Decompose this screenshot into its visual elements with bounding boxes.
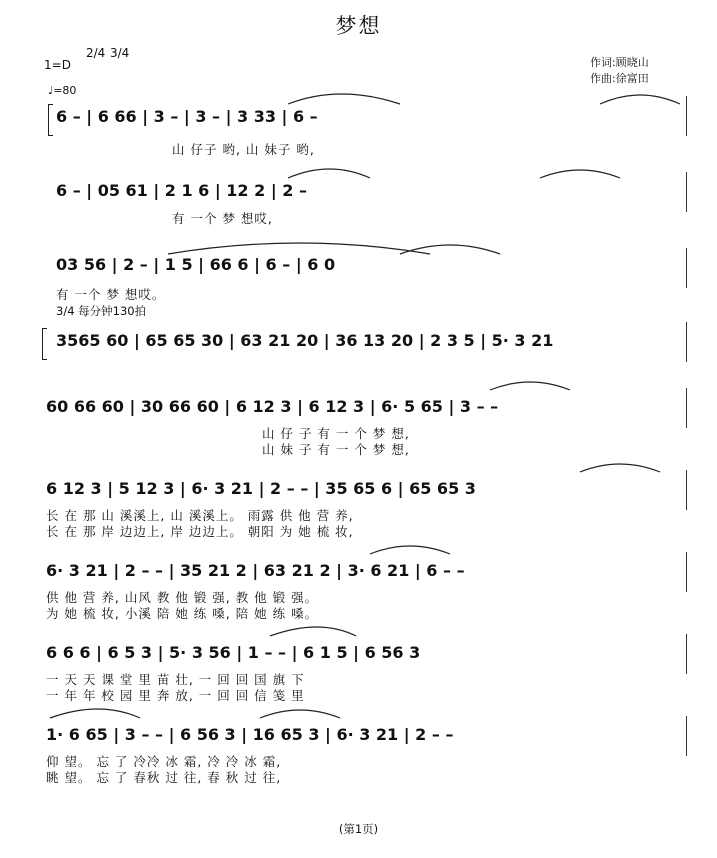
system-3-lyrics: 有 一个 梦 想哎。 xyxy=(56,287,166,302)
key-signature: 1=D xyxy=(44,58,71,72)
system-7-lyrics-1: 供 他 营 养, 山风 教 他 锻 强, 教 他 锻 强。 xyxy=(46,590,319,605)
slur-6 xyxy=(400,245,500,254)
slur-1 xyxy=(288,94,400,104)
system-9-notes: 1· 6 65 | 3 – – | 6 56 3 | 16 65 3 | 6· 3 21 | 2 – – xyxy=(46,725,454,744)
system-7-notes: 6· 3 21 | 2 – – | 35 21 2 | 63 21 2 | 3· 6 21 | 6 – – xyxy=(46,561,465,580)
composer-credit: 作曲:徐富田 xyxy=(590,72,649,85)
system-9-lyrics-2: 眺 望。 忘 了 春秋 过 往, 春 秋 过 往, xyxy=(46,770,282,785)
system-3-notes: 03 56 | 2 – | 1 5 | 66 6 | 6 – | 6 0 xyxy=(56,255,336,274)
system-2-lyrics: 有 一个 梦 想哎, xyxy=(172,211,273,226)
tempo-change: 3/4 每分钟130拍 xyxy=(56,304,147,318)
system-5-lyrics-1: 山 仔 子 有 一 个 梦 想, xyxy=(262,426,410,441)
slur-4 xyxy=(540,170,620,178)
system-1-notes: 6 – | 6 66 | 3 – | 3 – | 3 33 | 6 – xyxy=(56,107,318,126)
page-title: 梦想 xyxy=(335,14,382,38)
slur-12 xyxy=(260,710,340,718)
system-4-notes: 3565 60 | 65 65 30 | 63 21 20 | 36 13 20 | 2 3 5 | 5· 3 21 xyxy=(56,331,554,350)
slur-5 xyxy=(168,243,430,254)
system-8-lyrics-2: 一 年 年 校 园 里 奔 放, 一 回 回 信 笺 里 xyxy=(46,688,305,703)
system-8-notes: 6 6 6 | 6 5 3 | 5· 3 56 | 1 – – | 6 1 5 | 6 56 3 xyxy=(46,643,421,662)
system-5-lyrics-2: 山 妹 子 有 一 个 梦 想, xyxy=(262,442,410,457)
slur-10 xyxy=(270,627,356,636)
system-6-lyrics-2: 长 在 那 岸 边边上, 岸 边边上。 朝阳 为 她 梳 妆, xyxy=(46,524,354,539)
slur-11 xyxy=(50,709,140,718)
slur-7 xyxy=(490,382,570,390)
time-signature-2-4: 2/4 xyxy=(86,46,106,60)
time-signature-3-4: 3/4 xyxy=(110,46,130,60)
slur-8 xyxy=(580,464,660,472)
slur-3 xyxy=(288,169,370,178)
slur-9 xyxy=(370,546,450,554)
system-6-lyrics-1: 长 在 那 山 溪溪上, 山 溪溪上。 雨露 供 他 营 养, xyxy=(46,508,354,523)
system-7-lyrics-2: 为 她 梳 妆, 小溪 陪 她 练 嗓, 陪 她 练 嗓。 xyxy=(46,606,319,621)
tempo-marking: ♩=80 xyxy=(48,84,77,97)
system-9-lyrics-1: 仰 望。 忘 了 冷冷 冰 霜, 冷 冷 冰 霜, xyxy=(46,754,282,769)
system-8-lyrics-1: 一 天 天 课 堂 里 苗 壮, 一 回 回 国 旗 下 xyxy=(46,672,305,687)
page-footer: (第1页) xyxy=(338,822,379,836)
system-2-notes: 6 – | 05 61 | 2 1 6 | 12 2 | 2 – xyxy=(56,181,307,200)
lyricist-credit: 作词:顾晓山 xyxy=(590,56,649,69)
system-5-notes: 60 66 60 | 30 66 60 | 6 12 3 | 6 12 3 | 6· 5 65 | 3 – – xyxy=(46,397,499,416)
system-1-lyrics: 山 仔子 哟, 山 妹子 哟, xyxy=(172,142,315,157)
slur-2 xyxy=(600,95,680,104)
system-6-notes: 6 12 3 | 5 12 3 | 6· 3 21 | 2 – – | 35 65 6 | 65 65 3 xyxy=(46,479,476,498)
